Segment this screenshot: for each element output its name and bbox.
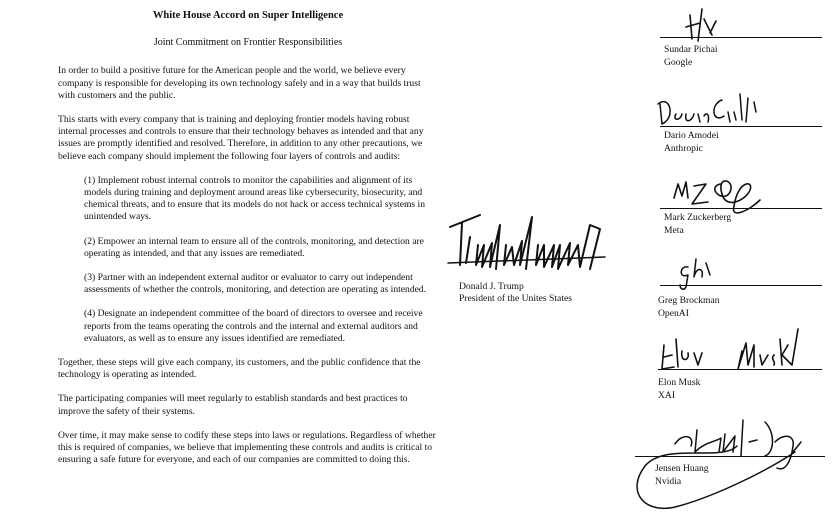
controls-paragraph: This starts with every company that is training and deploying frontier models having robust internal processes and controls to ensure that their technology behaves as intended and that any issues are promptly identified and resolved. Therefore, in addition to any other precautions, we believe each company should implement the following four layers of controls and audits: (58, 114, 424, 162)
closing-paragraph-1: Together, these steps will give each company, its customers, and the public confidence that the technology is operating as intended. (58, 357, 421, 381)
document-subtitle: Joint Commitment on Frontier Responsibilities (153, 37, 343, 49)
signatory-name: Jensen Huang (655, 463, 709, 474)
signatory-org: OpenAI (658, 308, 689, 319)
signatory-org: Google (664, 57, 693, 68)
president-title: President of the Unites States (459, 293, 572, 304)
signatory-org: Meta (664, 225, 684, 236)
intro-paragraph: In order to build a positive future for the American people and the world, we believe every company is responsible for developing its own technology safely and in a way that builds trust with customers and the public. (58, 65, 421, 101)
signatory-name: Greg Brockman (658, 295, 720, 306)
control-item-2: (2) Empower an internal team to ensure all of the controls, monitoring, and detection are operating as intended, and that any issues are remediated. (84, 235, 424, 259)
signature-block-xai (650, 325, 830, 405)
signature-block-meta (650, 170, 830, 245)
signatory-org: XAI (658, 390, 676, 401)
accord-document (58, 8, 438, 478)
document-title: White House Accord on Super Intelligence (152, 10, 344, 21)
signature-block-anthropic (650, 90, 830, 165)
signature-block-openai (650, 255, 830, 330)
signatory-org: Nvidia (655, 476, 682, 487)
signatory-name: Dario Amodei (664, 130, 719, 141)
signatory-name: Mark Zuckerberg (664, 212, 732, 223)
president-signature-icon (440, 205, 610, 280)
signature-block-nvidia (625, 412, 835, 527)
control-item-4: (4) Designate an independent committee of the board of directors to oversee and receive reports from the teams operating the controls and the internal and external auditors and evaluators, as well as to ensure any issues identified are remediated. (84, 308, 423, 344)
president-name: Donald J. Trump (459, 281, 524, 292)
signatory-name: Elon Musk (658, 377, 701, 388)
signature-pichai-icon (650, 5, 830, 45)
signatory-name: Sundar Pichai (664, 44, 718, 55)
signature-block-president (440, 205, 610, 315)
control-item-1: (1) Implement robust internal controls to monitor the capabilities and alignment of its models during training and deployment around areas like cybersecurity, biosecurity, and chemical threats, and to ensure that its models do not hack or access technical systems in unintended ways. (84, 174, 426, 223)
signature-brockman-icon (650, 255, 830, 295)
control-item-3: (3) Partner with an independent external auditor or evaluator to carry out independent assessments of whether the controls, monitoring, and detection are operating as intended. (84, 272, 427, 296)
closing-paragraph-3: Over time, it may make sense to codify these steps into laws or regulations. Regardless of whether this is required of companies, we believe that implementing these controls and audits is critical to ensuring a safe future for everyone, and each of our companies are committed to doing this. (58, 429, 436, 466)
signatory-org: Anthropic (664, 143, 703, 154)
closing-paragraph-2: The participating companies will meet regularly to establish standards and best practices to improve the safety of their systems. (58, 393, 408, 417)
signature-block-google (650, 5, 830, 80)
